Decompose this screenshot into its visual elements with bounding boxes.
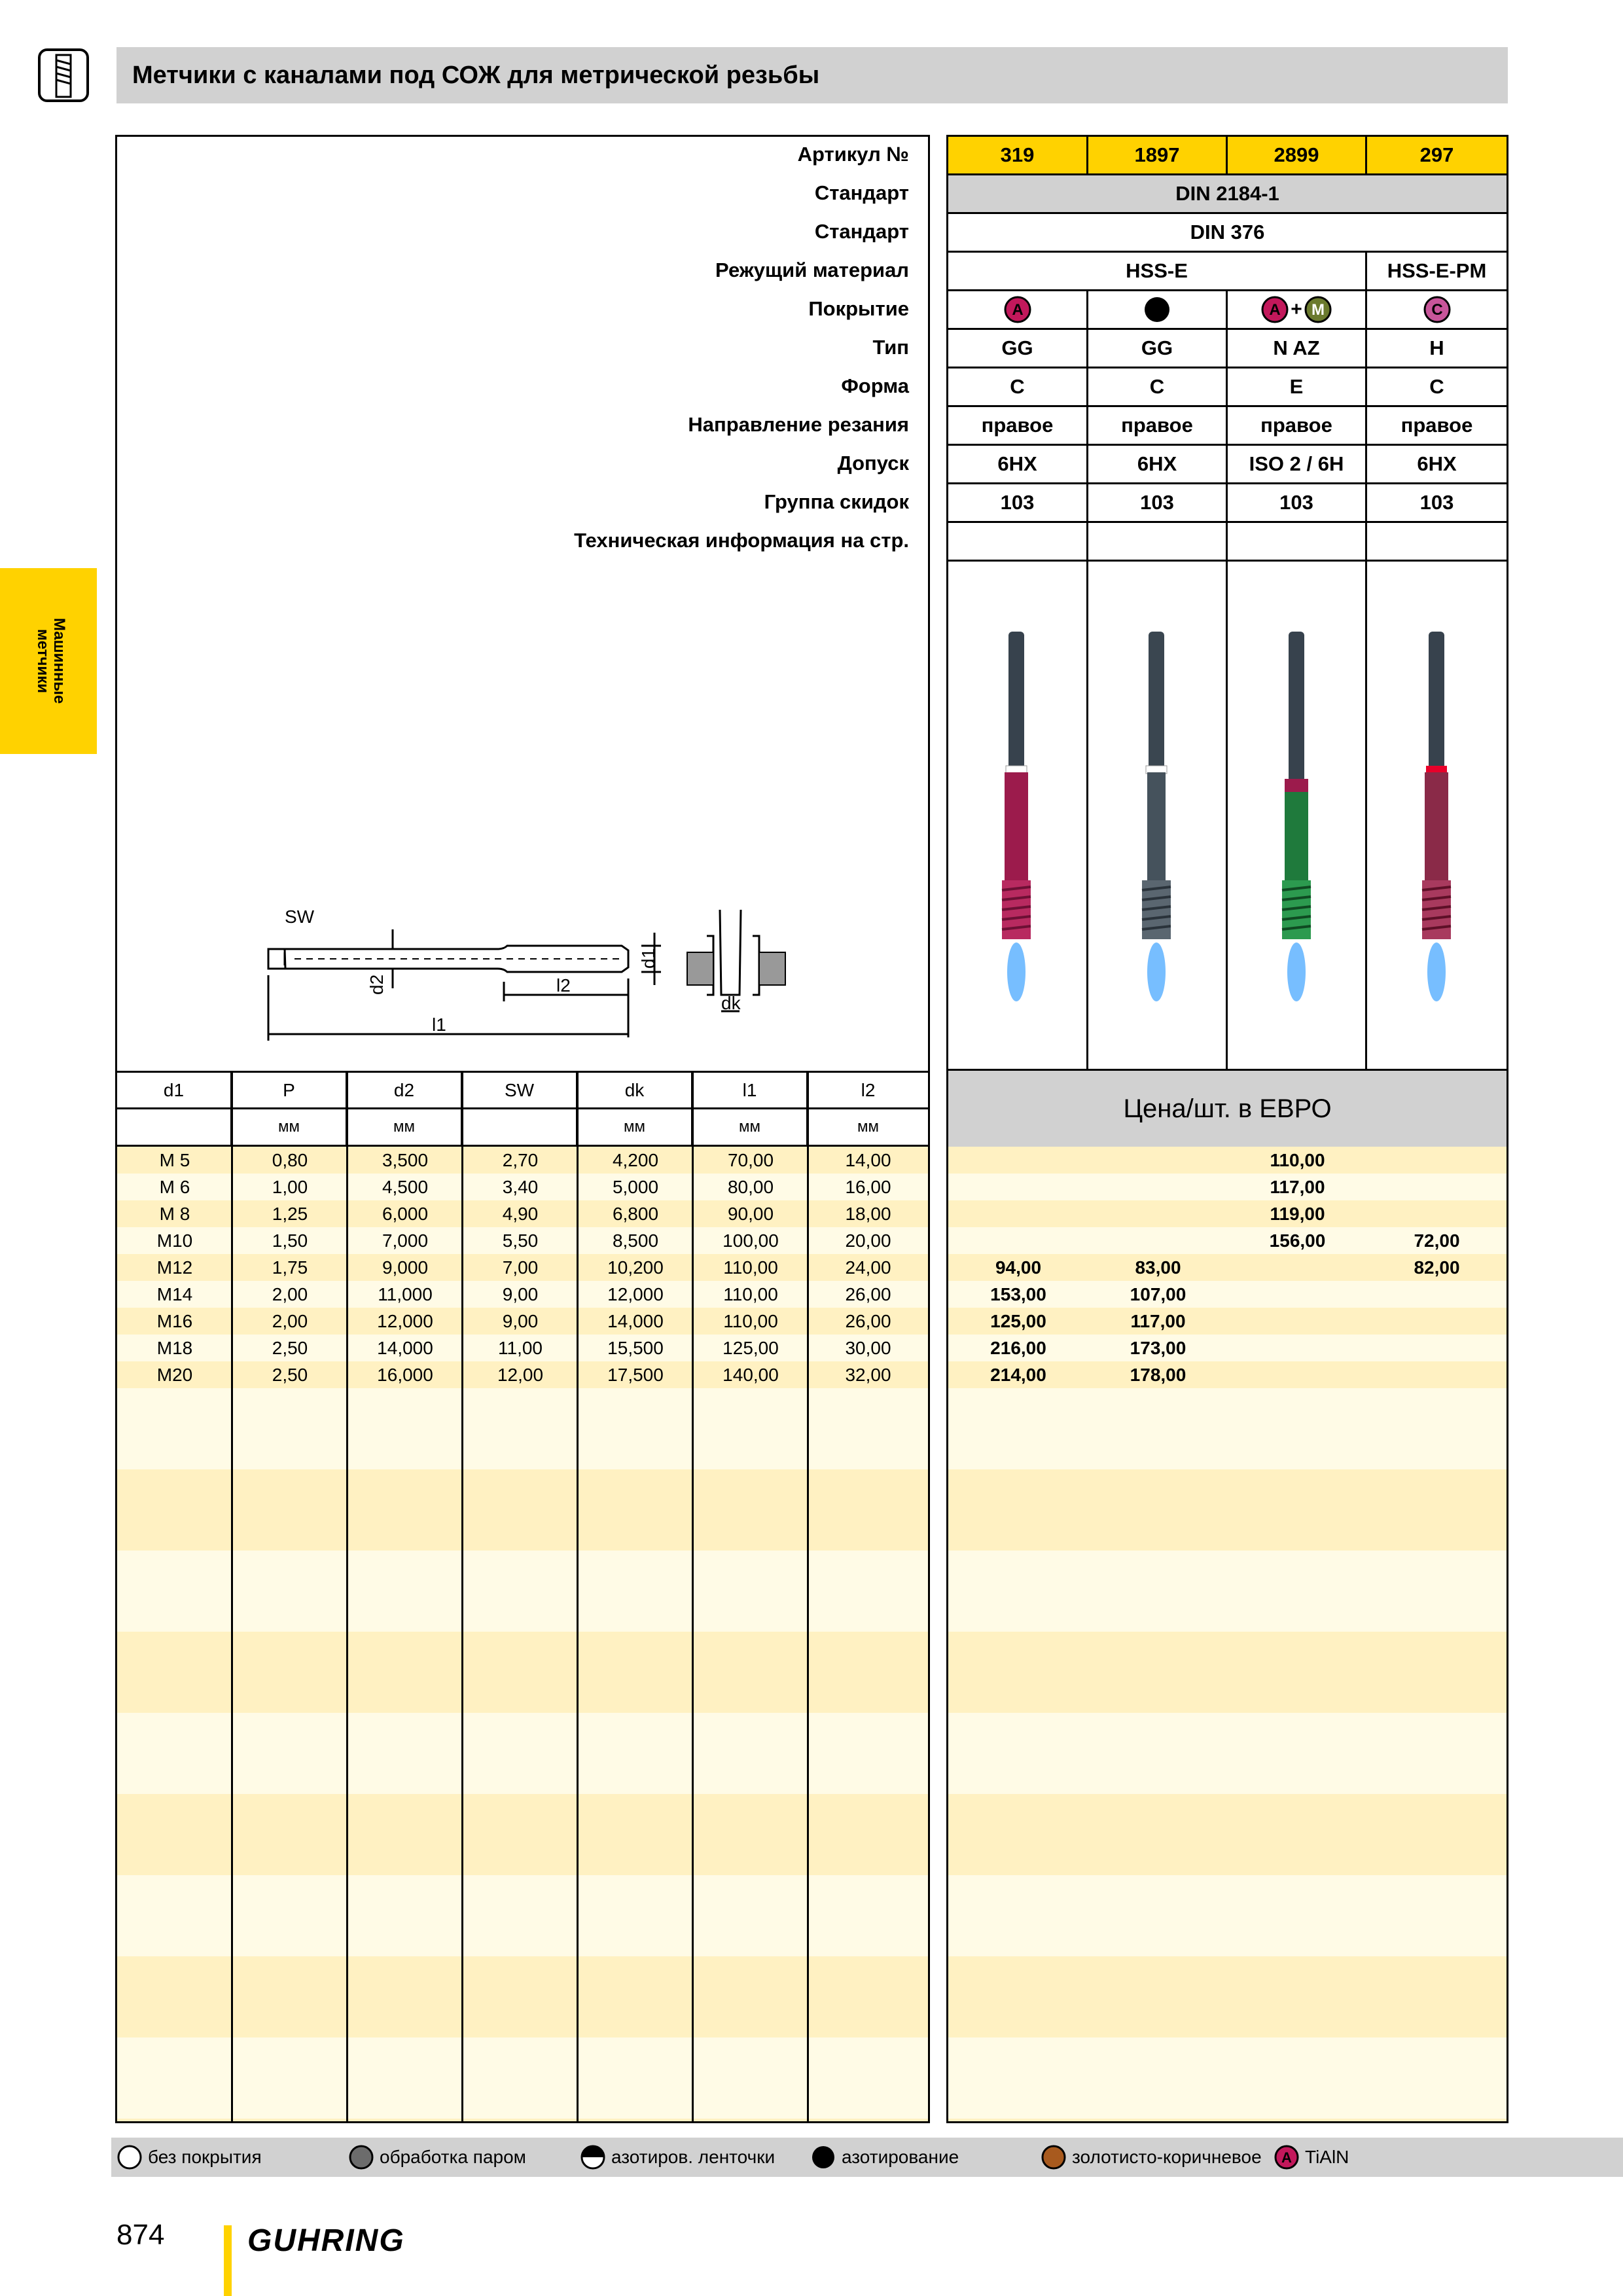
label-material: Режущий материал bbox=[715, 259, 909, 281]
table-cell: 30,00 bbox=[845, 1338, 891, 1358]
label-direction: Направление резания bbox=[688, 413, 909, 436]
column-header: d1 bbox=[117, 1073, 232, 1107]
price-cell: 173,00 bbox=[1130, 1338, 1186, 1358]
price-cell: 82,00 bbox=[1414, 1257, 1460, 1278]
page-number: 874 bbox=[116, 2219, 165, 2251]
table-cell: 2,50 bbox=[272, 1338, 308, 1358]
article-1897: 1897 bbox=[1088, 137, 1228, 175]
price-cell: 94,00 bbox=[995, 1257, 1042, 1278]
row-stripe bbox=[948, 1388, 1507, 1469]
legend-label: золотисто-коричневое bbox=[1072, 2147, 1262, 2167]
price-cell bbox=[1088, 1174, 1228, 1200]
type-2: GG bbox=[1088, 330, 1228, 368]
legend-label: азотиров. ленточки bbox=[611, 2147, 776, 2167]
legend-label: обработка паром bbox=[380, 2147, 526, 2167]
row-stripe bbox=[948, 1469, 1507, 1551]
tap-297-image bbox=[1410, 632, 1463, 1024]
table-cell: 1,25 bbox=[272, 1204, 308, 1224]
drawing-label-sw: SW bbox=[285, 906, 315, 927]
price-cell bbox=[1367, 1147, 1507, 1174]
discount-4: 103 bbox=[1367, 484, 1507, 523]
table-cell: 15,500 bbox=[607, 1338, 664, 1358]
column-header: d2 bbox=[348, 1073, 463, 1107]
table-cell: 4,200 bbox=[612, 1150, 659, 1170]
tolerance-2: 6HX bbox=[1088, 446, 1228, 484]
type-3: N AZ bbox=[1228, 330, 1367, 368]
table-cell: 110,00 bbox=[723, 1257, 778, 1278]
table-cell: 5,50 bbox=[502, 1230, 539, 1251]
column-header: l1 bbox=[693, 1073, 808, 1107]
price-cell bbox=[948, 1174, 1088, 1200]
table-cell: 1,00 bbox=[272, 1177, 308, 1197]
label-coating: Покрытие bbox=[808, 297, 909, 320]
black-dot-icon bbox=[1143, 295, 1171, 324]
uncoated-icon bbox=[116, 2144, 143, 2170]
price-cell: 117,00 bbox=[1130, 1311, 1186, 1331]
price-cell: 110,00 bbox=[1270, 1150, 1325, 1170]
drawing-label-d2: d2 bbox=[366, 974, 387, 995]
legend-label: TiAlN bbox=[1305, 2147, 1349, 2167]
section-tab-line2: метчики bbox=[34, 628, 52, 693]
table-cell: 110,00 bbox=[723, 1284, 778, 1304]
gold-brown-icon bbox=[1041, 2144, 1067, 2170]
table-cell: 18,00 bbox=[845, 1204, 891, 1224]
table-cell: 14,000 bbox=[377, 1338, 433, 1358]
row-stripe bbox=[948, 2119, 1507, 2121]
column-unit: мм bbox=[348, 1109, 463, 1145]
label-tech-info: Техническая информация на стр. bbox=[574, 529, 909, 552]
legend-item bbox=[810, 2138, 959, 2177]
divider bbox=[1226, 562, 1228, 1071]
table-cell: 70,00 bbox=[727, 1150, 774, 1170]
row-stripe bbox=[948, 1632, 1507, 1713]
table-cell: 11,00 bbox=[498, 1338, 543, 1358]
direction-2: правое bbox=[1088, 407, 1228, 446]
tap-icon bbox=[35, 47, 92, 103]
table-cell: 11,000 bbox=[378, 1284, 433, 1304]
coating-a-icon bbox=[1260, 295, 1289, 324]
table-cell: 9,00 bbox=[502, 1311, 539, 1331]
price-cell bbox=[1367, 1200, 1507, 1227]
legend-label: без покрытия bbox=[148, 2147, 262, 2167]
legend-item bbox=[348, 2138, 526, 2177]
price-cell bbox=[948, 1200, 1088, 1227]
table-cell: M16 bbox=[156, 1311, 193, 1331]
table-cell: 8,500 bbox=[612, 1230, 659, 1251]
column-header: P bbox=[232, 1073, 348, 1107]
table-cell: 12,000 bbox=[607, 1284, 664, 1304]
table-cell: 1,50 bbox=[272, 1230, 308, 1251]
price-cell bbox=[1367, 1335, 1507, 1361]
table-cell: M12 bbox=[156, 1257, 193, 1278]
price-cell bbox=[1367, 1281, 1507, 1308]
coating-cell-2 bbox=[1088, 291, 1228, 330]
price-cell bbox=[948, 1147, 1088, 1174]
table-cell: M 5 bbox=[159, 1150, 190, 1170]
table-cell: 12,000 bbox=[377, 1311, 433, 1331]
tap-319-image bbox=[990, 632, 1043, 1024]
form-1: C bbox=[948, 368, 1088, 407]
table-cell: 10,200 bbox=[607, 1257, 664, 1278]
label-standard-2: Стандарт bbox=[814, 220, 909, 243]
coating-c-icon bbox=[1423, 295, 1452, 324]
direction-1: правое bbox=[948, 407, 1088, 446]
row-stripe bbox=[948, 1875, 1507, 1956]
table-cell: 2,70 bbox=[502, 1150, 539, 1170]
price-cell: 153,00 bbox=[990, 1284, 1046, 1304]
svg-text:A: A bbox=[1269, 301, 1281, 319]
table-cell: M20 bbox=[156, 1365, 193, 1385]
tech-info-2[interactable] bbox=[1088, 523, 1228, 562]
price-cell bbox=[1088, 1200, 1228, 1227]
row-stripe bbox=[948, 2037, 1507, 2119]
table-cell: 90,00 bbox=[727, 1204, 774, 1224]
drawing-label-l2: l2 bbox=[556, 975, 571, 996]
price-cell: 107,00 bbox=[1130, 1284, 1186, 1304]
discount-1: 103 bbox=[948, 484, 1088, 523]
table-cell: 26,00 bbox=[845, 1284, 891, 1304]
coating-m-icon bbox=[1304, 295, 1332, 324]
tolerance-4: 6HX bbox=[1367, 446, 1507, 484]
direction-3: правое bbox=[1228, 407, 1367, 446]
legend-item bbox=[1041, 2138, 1262, 2177]
table-cell: 80,00 bbox=[727, 1177, 774, 1197]
row-stripe bbox=[948, 1713, 1507, 1794]
table-cell: M14 bbox=[156, 1284, 193, 1304]
standard-din-376: DIN 376 bbox=[948, 214, 1507, 253]
price-cell: 72,00 bbox=[1414, 1230, 1460, 1251]
tap-1897-image bbox=[1130, 632, 1183, 1024]
nitrided-icon bbox=[810, 2144, 836, 2170]
table-cell: 4,90 bbox=[502, 1204, 539, 1224]
divider bbox=[1086, 562, 1088, 1071]
price-cell bbox=[1088, 1147, 1228, 1174]
price-cell bbox=[1228, 1308, 1367, 1335]
table-cell: 6,000 bbox=[382, 1204, 429, 1224]
price-cell: 117,00 bbox=[1270, 1177, 1325, 1197]
table-cell: 9,00 bbox=[502, 1284, 539, 1304]
table-cell: 6,800 bbox=[612, 1204, 659, 1224]
column-unit: мм bbox=[857, 1118, 879, 1136]
table-cell: 100,00 bbox=[722, 1230, 779, 1251]
row-stripe bbox=[948, 1794, 1507, 1875]
page-title: Метчики с каналами под СОЖ для метрической резьбы bbox=[132, 62, 820, 89]
column-unit: мм bbox=[578, 1109, 693, 1145]
coating-cell-4 bbox=[1367, 291, 1507, 330]
nitrided-strip-icon bbox=[580, 2144, 606, 2170]
svg-text:A: A bbox=[1011, 301, 1024, 319]
table-cell: M18 bbox=[156, 1338, 193, 1358]
price-header: Цена/шт. в ЕВРО bbox=[948, 1071, 1507, 1147]
table-cell: 14,00 bbox=[845, 1150, 891, 1170]
label-standard-1: Стандарт bbox=[814, 181, 909, 204]
discount-3: 103 bbox=[1228, 484, 1367, 523]
form-4: C bbox=[1367, 368, 1507, 407]
brand-logo: GUHRING bbox=[247, 2223, 405, 2258]
tech-info-3[interactable] bbox=[1228, 523, 1367, 562]
legend-label: азотирование bbox=[842, 2147, 959, 2167]
material-hss-e: HSS-E bbox=[948, 253, 1367, 291]
price-cell: 83,00 bbox=[1135, 1257, 1181, 1278]
label-discount: Группа скидок bbox=[764, 490, 909, 513]
tolerance-3: ISO 2 / 6H bbox=[1228, 446, 1367, 484]
table-cell: 4,500 bbox=[382, 1177, 429, 1197]
table-cell: 2,00 bbox=[272, 1311, 308, 1331]
table-cell: 1,75 bbox=[272, 1257, 308, 1278]
price-cell bbox=[1228, 1281, 1367, 1308]
tialn-icon bbox=[1274, 2144, 1300, 2170]
form-3: E bbox=[1228, 368, 1367, 407]
table-cell: 5,000 bbox=[612, 1177, 659, 1197]
table-cell: 3,40 bbox=[502, 1177, 539, 1197]
price-cell bbox=[1367, 1308, 1507, 1335]
article-319: 319 bbox=[948, 137, 1088, 175]
column-unit: мм bbox=[693, 1109, 808, 1145]
material-hss-e-pm: HSS-E-PM bbox=[1367, 253, 1507, 291]
section-tab-line1: Машинные bbox=[50, 618, 69, 704]
direction-4: правое bbox=[1367, 407, 1507, 446]
plus-sign: + bbox=[1291, 298, 1302, 320]
price-cell bbox=[1088, 1227, 1228, 1254]
table-cell: 20,00 bbox=[845, 1230, 891, 1251]
coating-cell-1 bbox=[948, 291, 1088, 330]
table-cell: 17,500 bbox=[607, 1365, 664, 1385]
divider bbox=[1365, 562, 1367, 1071]
drawing-label-l1: l1 bbox=[432, 1014, 446, 1035]
legend-item bbox=[580, 2138, 775, 2177]
drawing-label-dk: dk bbox=[721, 993, 741, 1013]
tech-info-1[interactable] bbox=[948, 523, 1088, 562]
row-stripe bbox=[948, 1551, 1507, 1632]
table-cell: 2,00 bbox=[272, 1284, 308, 1304]
price-cell bbox=[948, 1227, 1088, 1254]
steam-treated-icon bbox=[348, 2144, 374, 2170]
form-2: C bbox=[1088, 368, 1228, 407]
row-stripe bbox=[948, 1956, 1507, 2037]
table-cell: 7,00 bbox=[502, 1257, 539, 1278]
table-cell: 12,00 bbox=[497, 1365, 544, 1385]
tap-dimension-drawing bbox=[255, 890, 812, 1054]
price-cell bbox=[1367, 1174, 1507, 1200]
article-2899: 2899 bbox=[1228, 137, 1367, 175]
table-cell: 125,00 bbox=[722, 1338, 779, 1358]
table-cell: 7,000 bbox=[382, 1230, 429, 1251]
coating-cell-3 bbox=[1228, 291, 1367, 330]
price-cell bbox=[1228, 1335, 1367, 1361]
table-cell: 3,500 bbox=[382, 1150, 429, 1170]
section-tab-label bbox=[20, 568, 82, 754]
table-cell: 140,00 bbox=[722, 1365, 779, 1385]
svg-text:A: A bbox=[1281, 2149, 1292, 2166]
price-cell bbox=[1228, 1361, 1367, 1388]
table-cell: 110,00 bbox=[723, 1311, 778, 1331]
price-cell: 119,00 bbox=[1270, 1204, 1325, 1224]
price-cell: 156,00 bbox=[1269, 1230, 1326, 1251]
label-type: Тип bbox=[872, 336, 909, 359]
column-unit bbox=[117, 1109, 232, 1145]
price-cell bbox=[1367, 1361, 1507, 1388]
label-article: Артикул № bbox=[797, 143, 909, 166]
coating-a-icon bbox=[1003, 295, 1032, 324]
tech-info-4[interactable] bbox=[1367, 523, 1507, 562]
table-cell: 24,00 bbox=[845, 1257, 891, 1278]
table-cell: 16,000 bbox=[377, 1365, 433, 1385]
label-form: Форма bbox=[841, 374, 909, 397]
price-cell: 125,00 bbox=[990, 1311, 1046, 1331]
drawing-label-d1: d1 bbox=[638, 948, 658, 969]
price-cell: 216,00 bbox=[990, 1338, 1046, 1358]
footer-accent-bar bbox=[224, 2225, 232, 2296]
price-cell: 214,00 bbox=[990, 1365, 1046, 1385]
table-cell: 26,00 bbox=[845, 1311, 891, 1331]
table-cell: 16,00 bbox=[845, 1177, 891, 1197]
column-unit: мм bbox=[232, 1109, 348, 1145]
tap-2899-image bbox=[1270, 632, 1323, 1024]
column-header: SW bbox=[463, 1073, 578, 1107]
type-4: H bbox=[1367, 330, 1507, 368]
article-297: 297 bbox=[1367, 137, 1507, 175]
price-cell bbox=[1228, 1254, 1367, 1281]
table-cell: M 8 bbox=[159, 1204, 190, 1224]
tolerance-1: 6HX bbox=[948, 446, 1088, 484]
svg-text:M: M bbox=[1311, 301, 1325, 319]
type-1: GG bbox=[948, 330, 1088, 368]
label-tolerance: Допуск bbox=[837, 452, 909, 475]
table-cell: 32,00 bbox=[845, 1365, 891, 1385]
table-cell: 9,000 bbox=[382, 1257, 429, 1278]
column-header: l2 bbox=[861, 1079, 876, 1100]
legend-item bbox=[1274, 2138, 1349, 2177]
table-cell: 14,000 bbox=[607, 1311, 664, 1331]
standard-din-2184: DIN 2184-1 bbox=[948, 175, 1507, 214]
column-header: dk bbox=[578, 1073, 693, 1107]
legend-item bbox=[116, 2138, 262, 2177]
svg-text:C: C bbox=[1431, 301, 1443, 319]
table-cell: 2,50 bbox=[272, 1365, 308, 1385]
table-cell: M10 bbox=[156, 1230, 193, 1251]
table-cell: 0,80 bbox=[272, 1150, 308, 1170]
price-cell: 178,00 bbox=[1130, 1365, 1186, 1385]
discount-2: 103 bbox=[1088, 484, 1228, 523]
column-unit bbox=[463, 1109, 578, 1145]
table-cell: M 6 bbox=[159, 1177, 190, 1197]
